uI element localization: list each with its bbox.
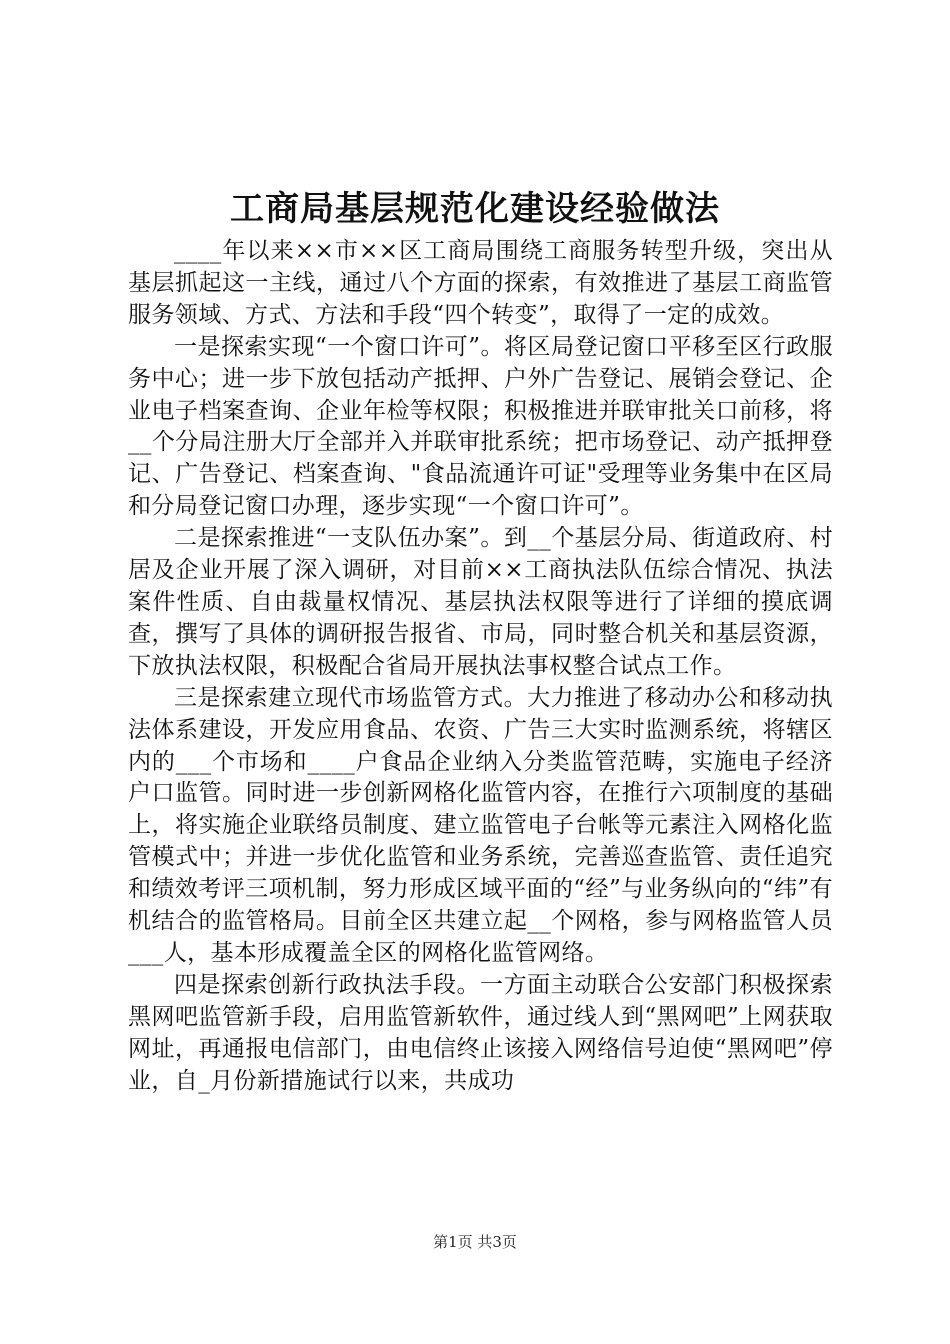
document-body — [128, 236, 833, 1097]
paragraph-modern-supervision: 三是探索建立现代市场监管方式。大力推进了移动办公和移动执法体系建设，开发应用食品、农资、广告三大实时监测系统，将辖区内的___个市场和____户食品企业纳入分类监管范畴，实施电子经济户口监管。同时进一步创新网格化监管内容，在推行六项制度的基础上，将实施企业联络员制度、建立监管电子台帐等元素注入网格化监管模式中；并进一步优化监管和业务系统，完善巡查监管、责任追究和绩效考评三项机制，努力形成区域平面的“经”与业务纵向的“纬”有机结合的监管格局。目前全区共建立起__个网格，参与网格监管人员___人，基本形成覆盖全区的网格化监管网络。 — [128, 684, 833, 966]
paragraph-one-team-case: 二是探索推进“一支队伍办案”。到__个基层分局、街道政府、村居及企业开展了深入调研，对目前××工商执法队伍综合情况、执法案件性质、自由裁量权情况、基层执法权限等进行了详细的摸底调查，撰写了具体的调研报告报省、市局，同时整合机关和基层资源，下放执法权限，积极配合省局开展执法事权整合试点工作。 — [128, 525, 833, 679]
document-title: 工商局基层规范化建设经验做法 — [230, 189, 720, 229]
paragraph-enforcement-means: 四是探索创新行政执法手段。一方面主动联合公安部门积极探索黑网吧监管新手段，启用监管新软件，通过线人到“黑网吧”上网获取网址，再通报电信部门，由电信终止该接入网络信号迫使“黑网吧”停业，自_月份新措施试行以来，共成功 — [128, 971, 833, 1094]
page-number-footer: 第1页 共3页 — [433, 1233, 517, 1251]
paragraph-one-window-permit: 一是探索实现“一个窗口许可”。将区局登记窗口平移至区行政服务中心；进一步下放包括动产抵押、户外广告登记、展销会登记、企业电子档案查询、企业年检等权限；积极推进并联审批关口前移，将__个分局注册大厅全部并入并联审批系统；把市场登记、动产抵押登记、广告登记、档案查询、"食品流通许可证"受理等业务集中在区局和分局登记窗口办理，逐步实现“一个窗口许可”。 — [128, 333, 833, 520]
paragraph-intro: ____年以来××市××区工商局围绕工商服务转型升级，突出从基层抓起这一主线，通过八个方面的探索，有效推进了基层工商监管服务领域、方式、方法和手段“四个转变”，取得了一定的成效。 — [128, 238, 833, 328]
